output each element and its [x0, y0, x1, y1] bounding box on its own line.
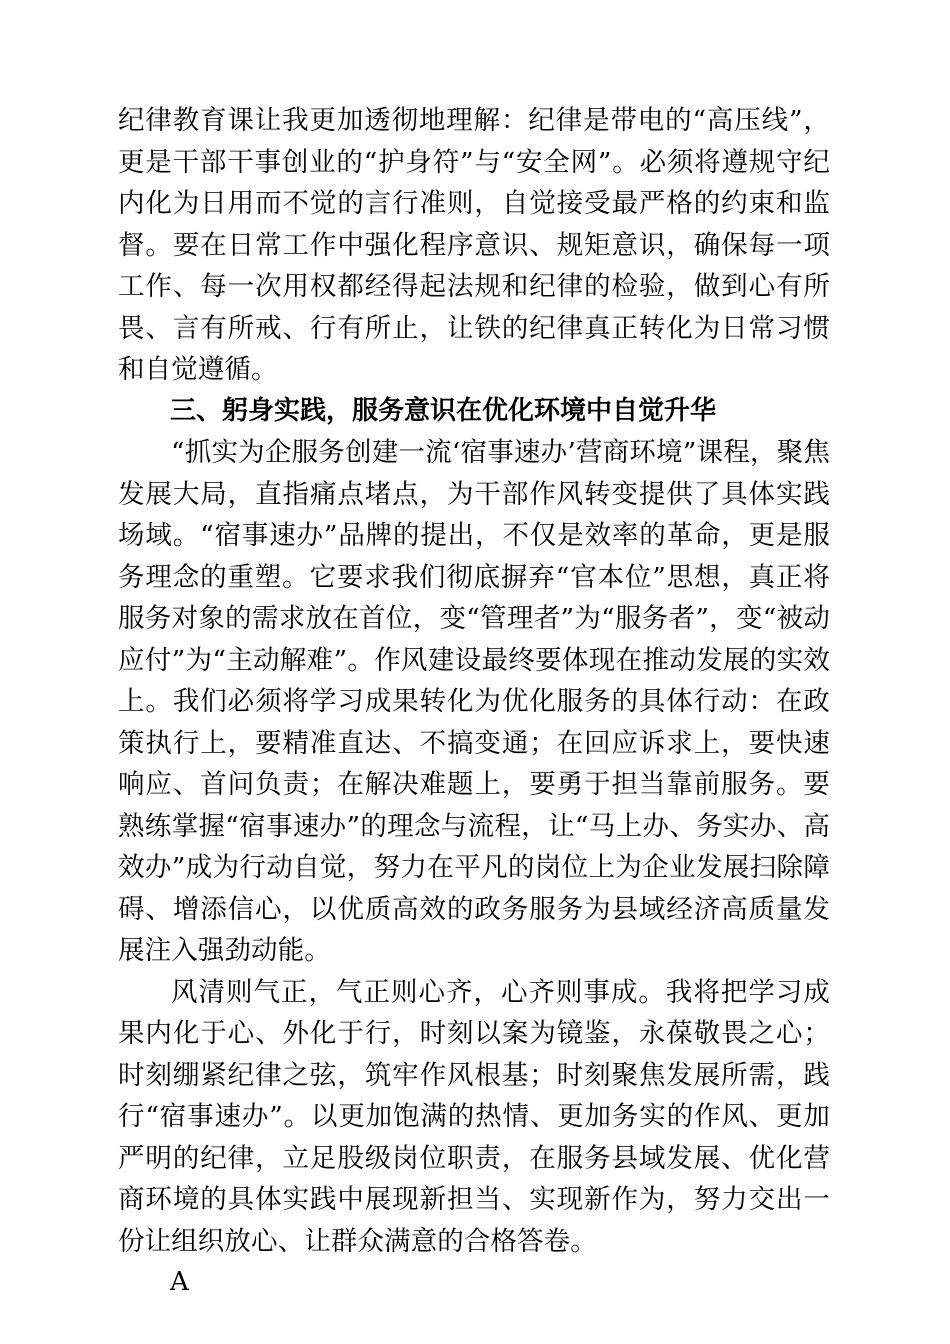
document-body	[118, 100, 830, 1304]
paragraph-trailing-letter: A	[170, 1267, 189, 1297]
section-heading-three: 三、躬身实践，服务意识在优化环境中自觉升华	[170, 395, 717, 426]
paragraph-service-environment: “抓实为企服务创建一流‘宿事速办’营商环境”课程，聚焦发展大局，直指痛点堵点，为干部作风转变提供了具体实践场域。“宿事速办”品牌的提出，不仅是效率的革命，更是服务理念的重塑。它要求我们彻底摒弃“官本位”思想，真正将服务对象的需求放在首位，变“管理者”为“服务者”，变“被动应付”为“主动解难”。作风建设最终要体现在推动发展的实效上。我们必须将学习成果转化为优化服务的具体行动：在政策执行上，要精准直达、不搞变通；在回应诉求上，要快速响应、首问负责；在解决难题上，要勇于担当靠前服务。要熟练掌握“宿事速办”的理念与流程，让“马上办、务实办、高效办”成为行动自觉，努力在平凡的岗位上为企业发展扫除障碍、增添信心，以优质高效的政务服务为县域经济高质量发展注入强劲动能。	[118, 437, 830, 966]
paragraph-conclusion: 风清则气正，气正则心齐，心齐则事成。我将把学习成果内化于心、外化于行，时刻以案为镜鉴，永葆敬畏之心；时刻绷紧纪律之弦，筑牢作风根基；时刻聚焦发展所需，践行“宿事速办”。以更加饱满的热情、更加务实的作风、更加严明的纪律，立足股级岗位职责，在服务县域发展、优化营商环境的具体实践中展现新担当、实现新作为，努力交出一份让组织放心、让群众满意的合格答卷。	[118, 976, 830, 1257]
paragraph-discipline-education: 纪律教育课让我更加透彻地理解：纪律是带电的“高压线”，更是干部干事创业的“护身符”与“安全网”。必须将遵规守纪内化为日用而不觉的言行准则，自觉接受最严格的约束和监督。要在日常工作中强化程序意识、规矩意识，确保每一项工作、每一次用权都经得起法规和纪律的检验，做到心有所畏、言有所戒、行有所止，让铁的纪律真正转化为日常习惯和自觉遵循。	[118, 105, 830, 385]
